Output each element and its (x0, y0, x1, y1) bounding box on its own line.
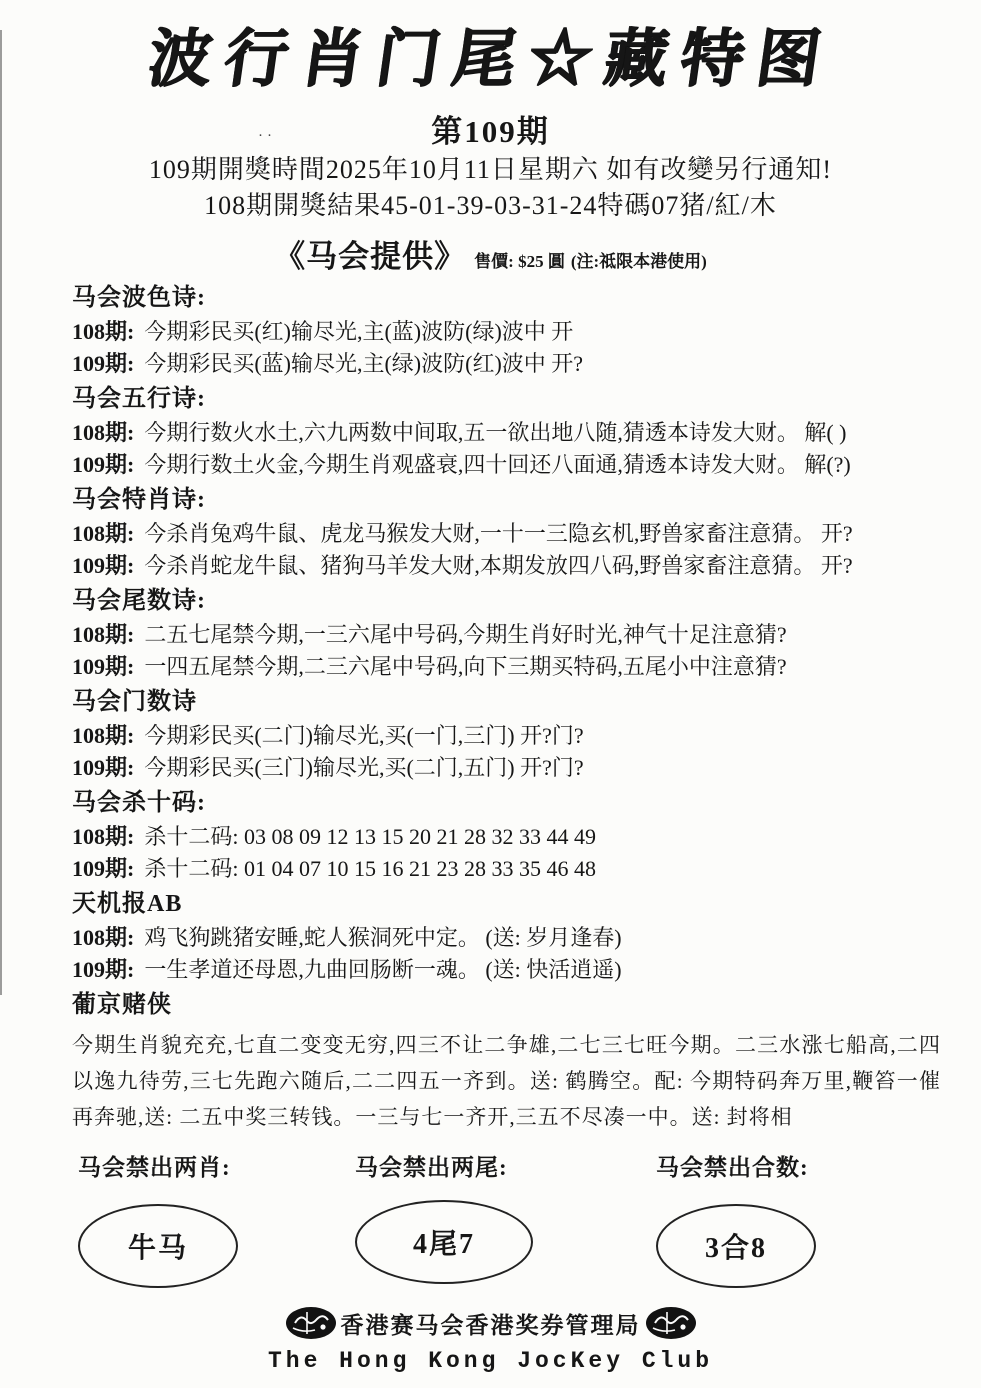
issue-label: 108期: (72, 420, 135, 446)
ban-oval (355, 1200, 533, 1284)
poem-line (72, 622, 941, 648)
issue-label: 109期: (72, 351, 135, 377)
section-heading: 马会五行诗: (72, 386, 206, 413)
ban-value: 牛马 (127, 1233, 188, 1265)
section-wave-color-poem (72, 284, 941, 377)
section-heading: 马会杀十码: (72, 790, 206, 817)
poem-line (72, 351, 941, 377)
poem-text: 一四五尾禁今期,二三六尾中号码,向下三期买特码,五尾小中注意猜? (144, 654, 787, 680)
ban-sum-number (656, 1149, 816, 1288)
issue-label: 109期: (72, 452, 135, 478)
pujing-verse: 今期生肖貌充充,七直二变变无穷,四三不让二争雄,二七三七旺今期。二三水涨七船高,二四以逸九待劳,三七先跑六随后,二二四五一齐到。送: 鹤腾空。配: 今期特码奔万里,鞭笞一催再奔驰,送: 二五中奖三转钱。一三与七一齐开,三五不尽凑一中。送: 封将相 (72, 1033, 941, 1130)
footer-org-en: The Hong Kong JocKey Club (267, 1348, 714, 1375)
footer-org-cn: 香港赛马会香港奖券管理局 (340, 1312, 641, 1338)
poem-line (72, 755, 941, 781)
usage-note: (注:祗限本港使用) (570, 252, 707, 272)
section-heading: 葡京赌侠 (72, 992, 172, 1019)
poem-text: 今期彩民买(三门)输尽光,买(二门,五门) 开?门? (144, 755, 584, 781)
poem-text: 二五七尾禁今期,一三六尾中号码,今期生肖好时光,神气十足注意猜? (144, 622, 787, 648)
section-heading: 天机报AB (72, 891, 183, 918)
jockey-club-seal-icon (285, 1306, 337, 1340)
scan-artifact-dots: ·· (258, 128, 276, 144)
issue-label: 108期: (72, 824, 135, 850)
section-heading: 马会波色诗: (72, 285, 206, 312)
footer-cn-row (0, 1306, 981, 1340)
draw-time-line: 109期開獎時間2025年10月11日星期六 如有改變另行通知! (148, 155, 833, 185)
footer (0, 1306, 981, 1374)
ban-oval (78, 1204, 238, 1288)
provider-row (0, 231, 981, 276)
poem-line (72, 654, 941, 680)
issue-label: 108期: (72, 723, 135, 749)
section-tianji-report (72, 890, 941, 983)
poem-line (72, 925, 941, 951)
issue-label: 109期: (72, 957, 135, 983)
poem-text: 今期行数土火金,今期生肖观盛衰,四十回还八面通,猜透本诗发大财。 解(?) (144, 452, 851, 478)
issue-label: 109期: (72, 856, 135, 882)
provider-label: 《马会提供》 (274, 239, 467, 275)
killed-numbers-line (72, 824, 941, 850)
section-heading: 马会特肖诗: (72, 487, 206, 514)
poem-text: 今杀肖蛇龙牛鼠、猪狗马羊发大财,本期发放四八码,野兽家畜注意猜。 开? (144, 553, 853, 579)
ban-oval (656, 1204, 816, 1288)
last-result-line: 108期開獎結果45-01-39-03-31-24特碼07猪/紅/木 (204, 191, 777, 221)
issue-label: 108期: (72, 622, 135, 648)
poem-text: 今期彩民买(二门)输尽光,买(一门,三门) 开?门? (144, 723, 584, 749)
killed-numbers-line (72, 856, 941, 882)
killed-numbers-text: 杀十二码: 01 04 07 10 15 16 21 23 28 33 35 46 48 (144, 856, 596, 882)
issue-heading: 第109期 (431, 114, 550, 150)
poem-text: 今期彩民买(蓝)输尽光,主(绿)波防(红)波中 开? (144, 351, 584, 377)
jockey-club-seal-icon (645, 1306, 697, 1340)
ban-two-zodiacs (78, 1149, 238, 1288)
section-five-elements-poem (72, 385, 941, 478)
poem-line (72, 723, 941, 749)
section-tail-number-poem (72, 587, 941, 680)
poem-sections (0, 284, 981, 1135)
issue-label: 109期: (72, 755, 135, 781)
killed-numbers-text: 杀十二码: 03 08 09 12 13 15 20 21 28 32 33 44 49 (144, 824, 596, 850)
scan-edge-artifact (0, 30, 2, 995)
poem-line (72, 420, 941, 446)
page-title: 波行肖门尾☆藏特图 (143, 24, 838, 94)
issue-label: 108期: (72, 319, 135, 345)
section-special-zodiac-poem (72, 486, 941, 579)
poem-line (72, 957, 941, 983)
poem-line (72, 553, 941, 579)
section-heading: 马会尾数诗: (72, 588, 206, 615)
poem-text: 今期彩民买(红)输尽光,主(蓝)波防(绿)波中 开 (144, 319, 574, 345)
poem-text: 鸡飞狗跳猪安睡,蛇人猴洞死中定。 (送: 岁月逢春) (144, 925, 622, 951)
issue-label: 108期: (72, 925, 135, 951)
section-killed-numbers (72, 789, 941, 882)
section-door-number-poem (72, 688, 941, 781)
section-heading: 马会门数诗 (72, 689, 197, 716)
issue-label: 109期: (72, 654, 135, 680)
poem-line (72, 521, 941, 547)
poem-line (72, 319, 941, 345)
bans-row (0, 1149, 981, 1288)
poem-text: 今杀肖兔鸡牛鼠、虎龙马猴发大财,一十一三隐玄机,野兽家畜注意猜。 开? (144, 521, 853, 547)
ban-label: 马会禁出两肖: (78, 1155, 231, 1181)
issue-label: 109期: (72, 553, 135, 579)
section-pujing-gambler (72, 991, 941, 1135)
ban-value: 4尾7 (412, 1229, 475, 1261)
ban-two-tails (355, 1149, 533, 1288)
ban-label: 马会禁出合数: (656, 1155, 809, 1181)
poem-text: 一生孝道还母恩,九曲回肠断一魂。 (送: 快活逍遥) (144, 957, 622, 983)
ban-label: 马会禁出两尾: (355, 1155, 508, 1181)
ban-value: 3合8 (704, 1233, 767, 1265)
poem-text: 今期行数火水土,六九两数中间取,五一欲出地八随,猜透本诗发大财。 解( ) (144, 420, 847, 446)
issue-label: 108期: (72, 521, 135, 547)
price-label: 售價: $25 圓 (474, 252, 565, 272)
poem-line (72, 452, 941, 478)
